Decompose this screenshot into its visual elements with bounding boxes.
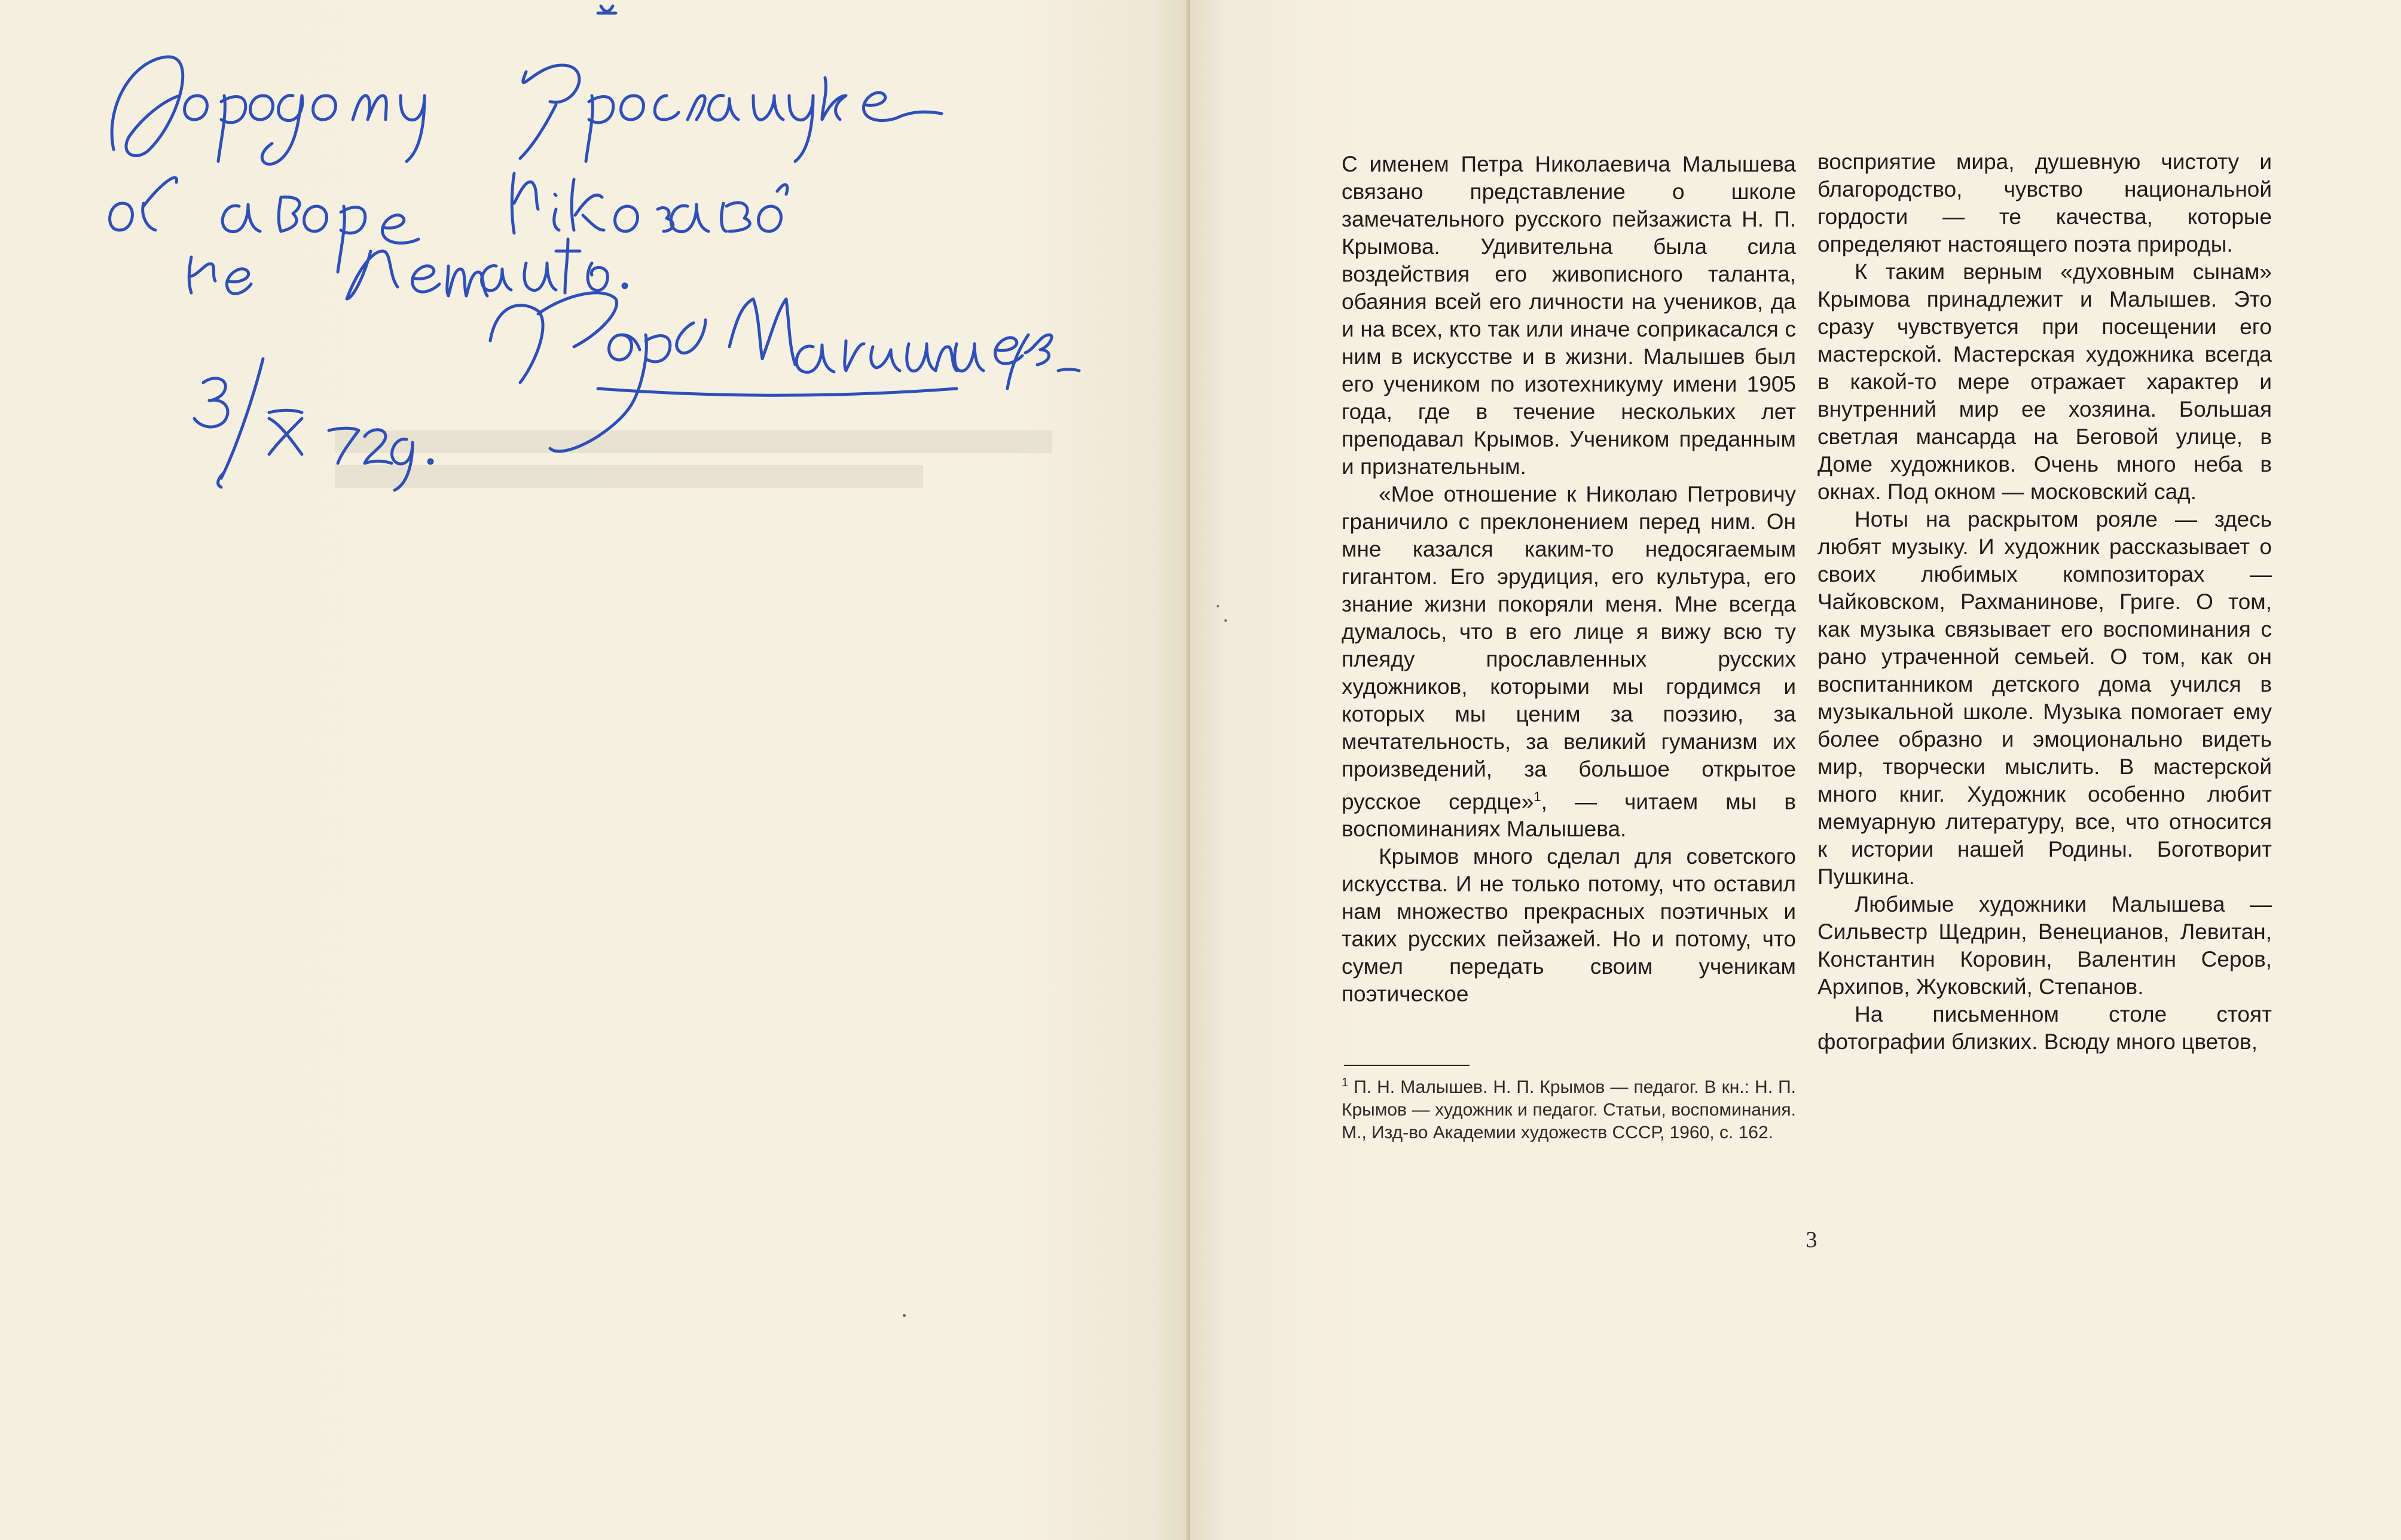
- footnote-divider: [1344, 1065, 1470, 1066]
- page-number: 3: [1806, 1227, 1817, 1252]
- paper-speck: [1224, 619, 1227, 622]
- paragraph: восприятие мира, душевную чистоту и благородство, чувство национальной гордости — те качества, которые определяют настоящего поэта природы.: [1817, 149, 2272, 256]
- paper-speck: [903, 1314, 906, 1317]
- paragraph: На письменном столе стоят фотографии близких. Всюду много цветов,: [1817, 1002, 2272, 1054]
- paragraph: К таким верным «духовным сынам» Крымова принадлежит и Малышев. Это сразу чувствуется при посещении его мастерской. Мастерская художника всегда в какой-то мере отражает характер и внутренний мир ее хозяина. Большая светлая мансарда на Беговой улице, в Доме художников. Очень много неба в окнах. Под окном — московский сад.: [1817, 259, 2272, 504]
- left-page: [0, 0, 1190, 1540]
- paragraph: Любимые художники Малышева — Сильвестр Щедрин, Венецианов, Левитан, Константин Коровин, Валентин Серов, Архипов, Жуковский, Степанов.: [1817, 892, 2272, 999]
- paper-speck: [1217, 605, 1219, 607]
- paragraph: Крымов много сделал для советского искусства. И не только потому, что оставил нам множество прекрасных поэтичных и таких русских пейзажей. Но и потому, что сумел передать своим ученикам поэтическое: [1342, 844, 1796, 1007]
- text-column-right: [1817, 148, 2272, 1056]
- paragraph-quote: [1342, 481, 1796, 843]
- footnote-text: П. Н. Малышев. Н. П. Крымов — педагог. В кн.: Н. П. Крымов — художник и педагог. Статьи, воспоминания. М., Изд-во Академии художеств СССР, 1960, с. 162.: [1342, 1077, 1796, 1142]
- text-column-left: [1342, 151, 1796, 1008]
- inscription-handwriting: [0, 0, 1190, 538]
- paragraph: С именем Петра Николаевича Малышева связано представление о школе замечательного русского пейзажиста Н. П. Крымова. Удивительна была сила воздействия его живописного таланта, обаяния всей его личности на учеников, да и на всех, кто так или иначе соприкасался с ним в искусстве и в жизни. Малышев был его учеником по изотехникуму имени 1905 года, где в течение нескольких лет преподавал Крымов. Учеником преданным и признательным.: [1342, 152, 1796, 479]
- quote-tail: , — читаем мы в воспоминаниях Малышева.: [1342, 789, 1796, 842]
- footnote-mark: 1: [1342, 1076, 1349, 1089]
- handwritten-inscription: [0, 0, 1190, 538]
- footnote-reference: 1: [1534, 789, 1541, 804]
- paragraph: Ноты на раскрытом рояле — здесь любят музыку. И художник рассказывает о своих любимых композиторах — Чайковском, Рахманинове, Григе. О том, как музыка связывает его воспоминания с рано утраченной семьей. О том, как он воспитанником детского дома учился в музыкальной школе. Музыка помогает ему более образно и эмоционально видеть мир, творчески мыслить. В мастерской много книг. Художник особенно любит мемуарную литературу, все, что относится к истории нашей Родины. Боготворит Пушкина.: [1817, 507, 2272, 889]
- quote-text: «Мое отношение к Николаю Петровичу граничило с преклонением перед ним. Он мне казался каким-то недосягаемым гигантом. Его эрудиция, его культура, его знание жизни покоряли меня. Мне всегда думалось, что в его лице я вижу всю ту плеяду прославленных русских художников, которыми мы гордимся и которых мы ценим за поэзию, за мечтательность, за великий гуманизм их произведений, за большое открытое русское сердце»: [1342, 482, 1796, 814]
- footnote: [1342, 1071, 1796, 1144]
